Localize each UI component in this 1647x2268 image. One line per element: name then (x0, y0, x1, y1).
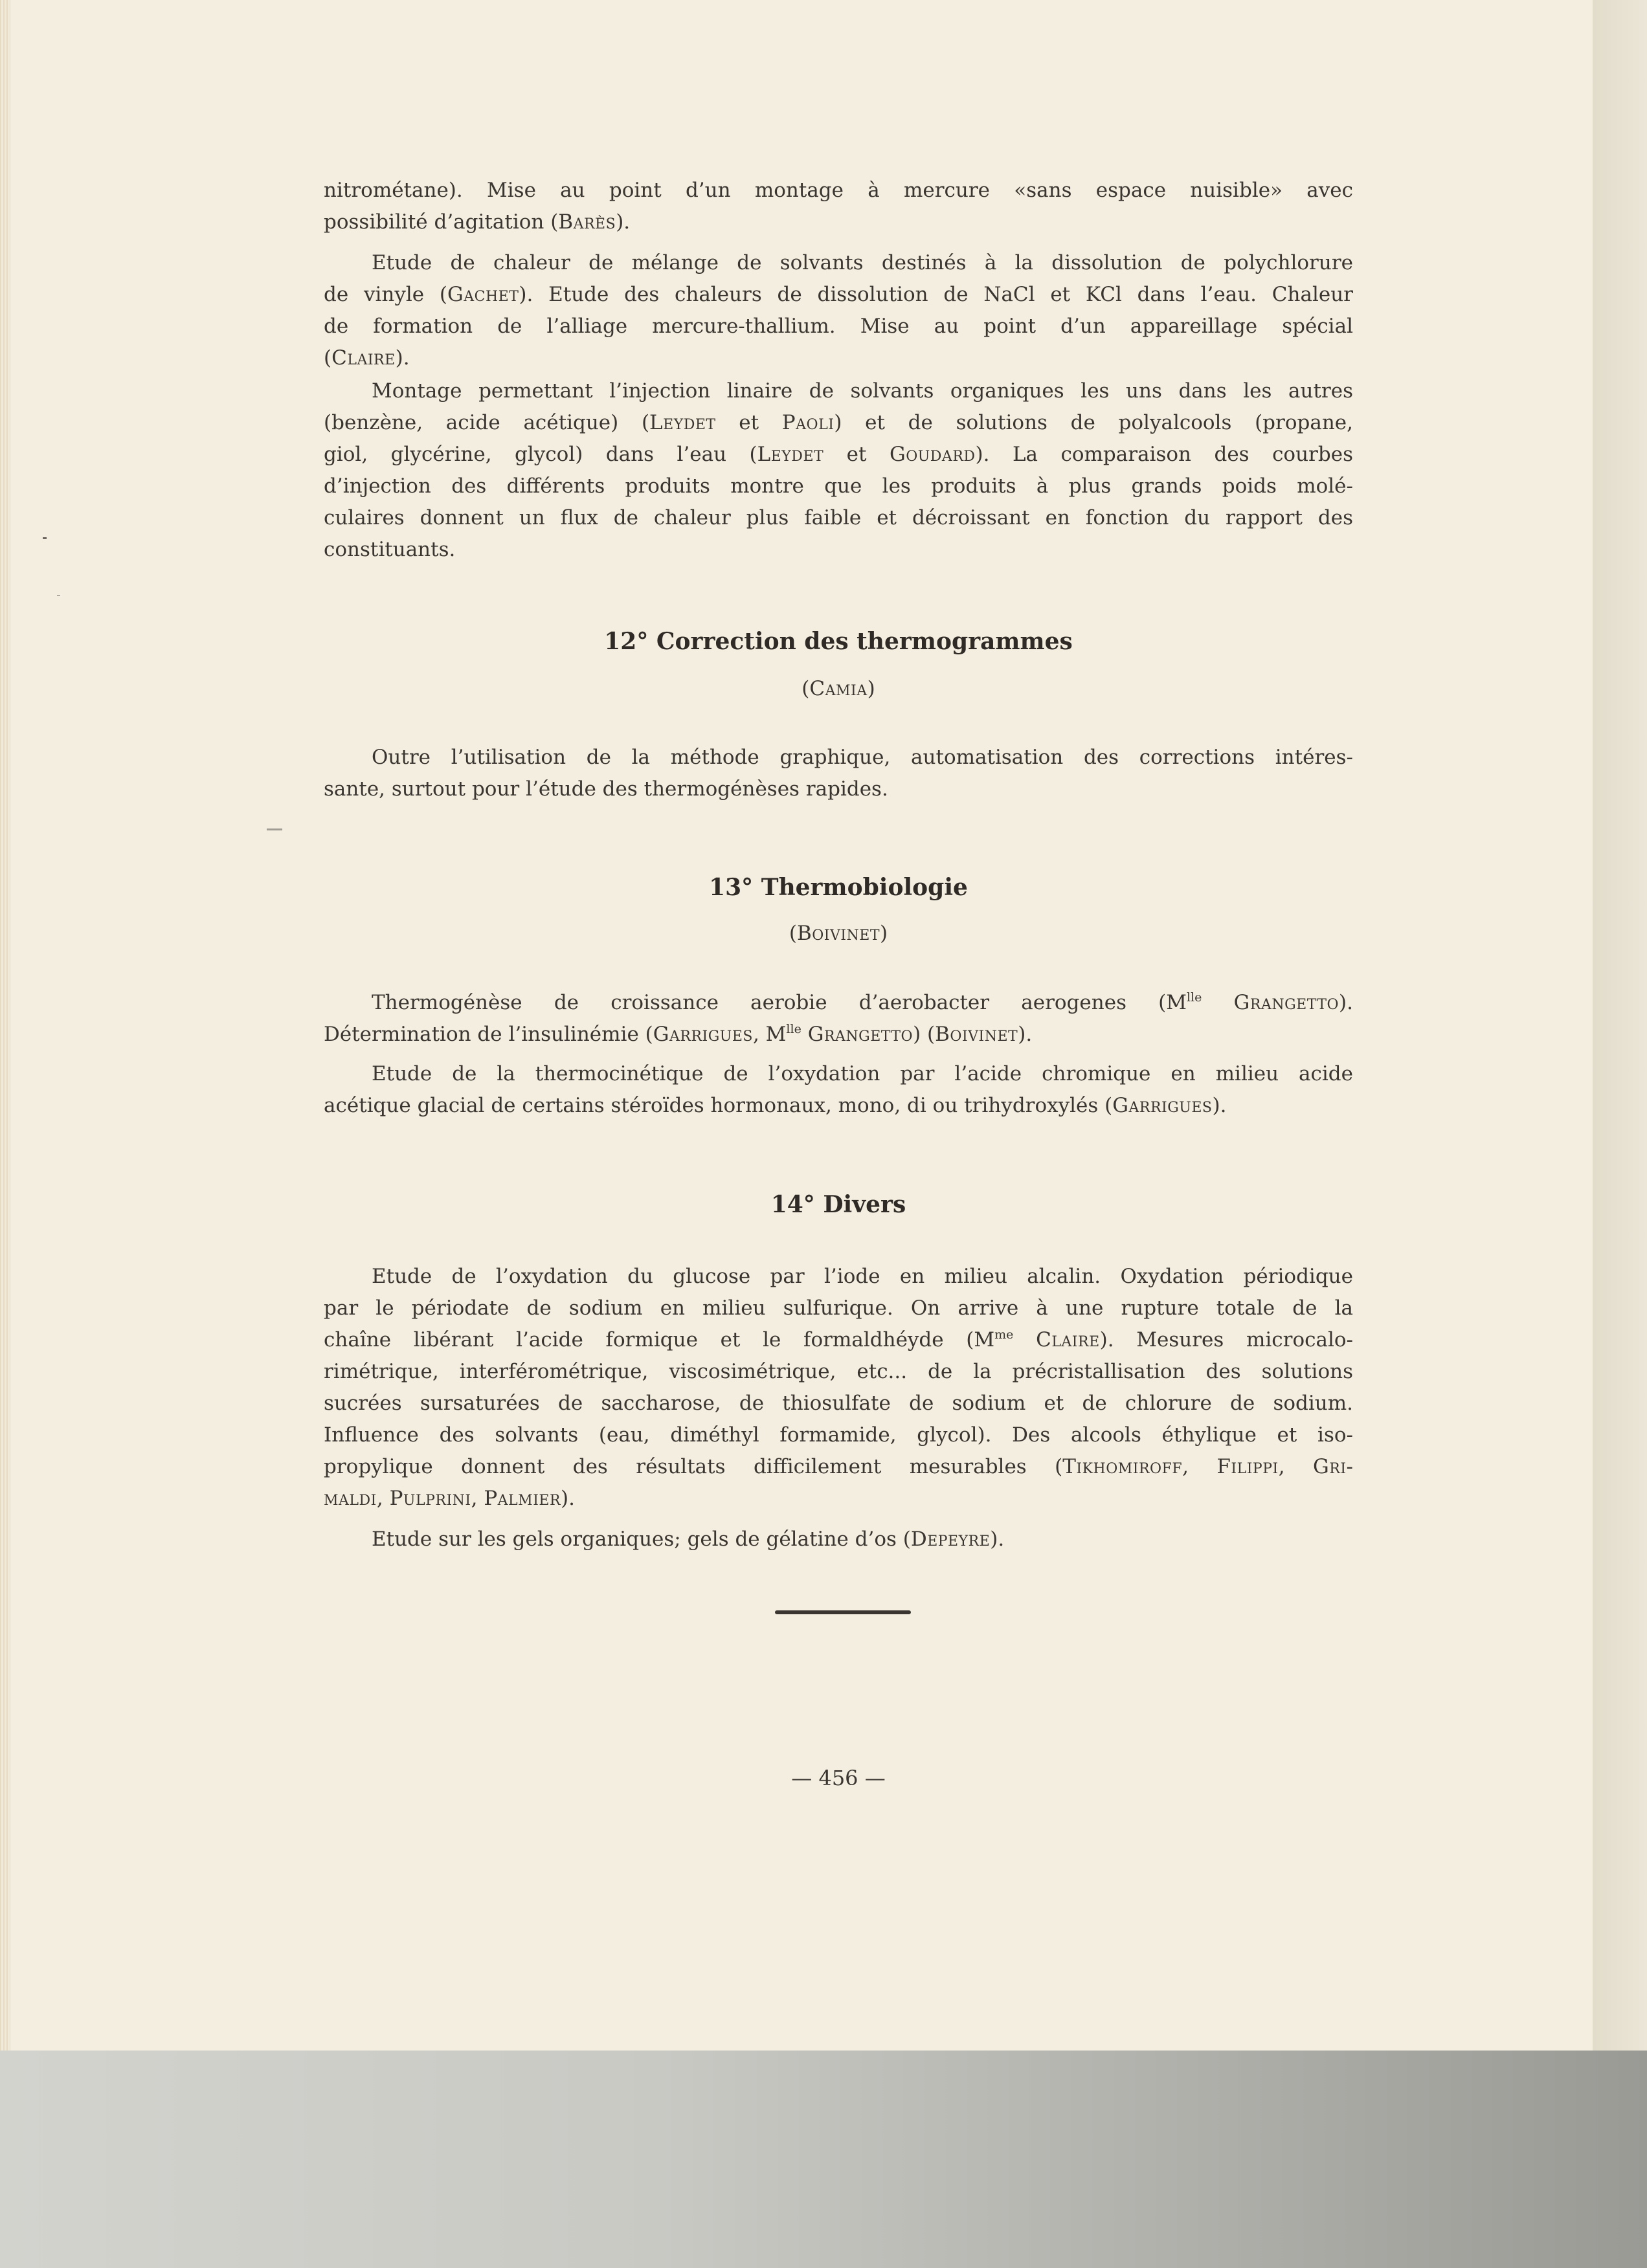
author-name: Palmier (484, 1487, 561, 1510)
author-name: Leydet (757, 443, 824, 466)
text-line (372, 247, 1353, 279)
section-heading-14: 14° Divers (770, 1191, 906, 1218)
author-name: Goudard (889, 443, 976, 466)
text-run: ). (1212, 1094, 1227, 1117)
text-run: giol, glycérine, glycol) dans l’eau ( (324, 443, 757, 466)
paren-open: ( (801, 677, 810, 700)
section-author-13 (324, 918, 1353, 950)
paren-close: ) (867, 677, 875, 700)
text-run: possibilité d’agitation ( (324, 210, 559, 234)
text-line (324, 1293, 1353, 1324)
text-line (372, 1261, 1353, 1293)
text-run: et (715, 411, 782, 434)
scanner-background (0, 2051, 1647, 2268)
text-run: nitrométane). Mise au point d’un montage à mercure «sans espace nuisible» avec (324, 179, 1353, 202)
author-name: Gri (1313, 1455, 1347, 1478)
paren-close: ) (880, 922, 888, 945)
title-abbrev: lle (786, 1022, 801, 1036)
title-abbrev: me (994, 1328, 1014, 1342)
text-run: par le périodate de sodium en milieu sulfurique. On arrive à une rupture totale de la (324, 1296, 1353, 1320)
author-name: Boivinet (796, 922, 880, 945)
text-line (324, 1356, 1353, 1388)
text-line (324, 439, 1353, 471)
text-run: ( (324, 346, 332, 370)
author-name: Camia (809, 677, 868, 700)
author-name: Grangetto (1233, 991, 1339, 1014)
text-line (324, 407, 1353, 439)
text-line (324, 1483, 1353, 1515)
text-line (324, 1451, 1353, 1483)
section-heading-12: 12° Correction des thermogrammes (604, 628, 1073, 655)
text-line (324, 1090, 1353, 1122)
text-line (324, 342, 1353, 374)
text-run: ). Etude des chaleurs de dissolution de NaCl et KCl dans l’eau. Chaleur (519, 283, 1353, 306)
paper-speck (267, 828, 282, 830)
author-name: Boivinet (935, 1023, 1018, 1046)
paper-speck (57, 595, 60, 596)
text-run: ). Mesures microcalo- (1099, 1328, 1354, 1351)
section-heading-13: 13° Thermobiologie (709, 874, 968, 901)
text-line (324, 175, 1353, 206)
author-name: Barès (558, 210, 616, 234)
text-run: ). (1018, 1023, 1033, 1046)
page-number: — 456 — (791, 1766, 886, 1790)
text-run: propylique donnent des résultats difficilement mesurables ( (324, 1455, 1063, 1478)
text-line (324, 1019, 1353, 1051)
text-run: (benzène, acide acétique) ( (324, 411, 650, 434)
text-run: ) ( (913, 1023, 936, 1046)
author-name: Pulprini (389, 1487, 471, 1510)
author-name: Grangetto (807, 1023, 913, 1046)
text-run: ). (395, 346, 410, 370)
section-author-12 (324, 673, 1353, 705)
text-run: de vinyle ( (324, 283, 447, 306)
text-run: et (824, 443, 890, 466)
author-name: Gachet (447, 283, 519, 306)
text-run: acétique glacial de certains stéroïdes hormonaux, mono, di ou trihydroxylés ( (324, 1094, 1113, 1117)
text-run: culaires donnent un flux de chaleur plus faible et décroissant en fonction du rapport des (324, 506, 1353, 529)
text-run: Montage permettant l’injection linaire de solvants organiques les uns dans les autres (372, 379, 1353, 403)
text-line (324, 471, 1353, 502)
text-run: rimétrique, interférométrique, viscosimétrique, etc... de la précristallisation des solutions (324, 1360, 1353, 1383)
author-name: Paoli (781, 411, 835, 434)
text-line (324, 773, 1353, 805)
text-run: , (471, 1487, 484, 1510)
text-line (324, 534, 1353, 566)
text-run: , (376, 1487, 390, 1510)
text-line (372, 1524, 1353, 1555)
next-page-edge (1593, 0, 1647, 2051)
text-run: de formation de l’alliage mercure-thallium. Mise au point d’un appareillage spécial (324, 315, 1353, 338)
text-run: Thermogénèse de croissance aerobie d’aerobacter aerogenes (M (372, 991, 1187, 1014)
text-run: d’injection des différents produits montre que les produits à plus grands poids molé- (324, 474, 1353, 498)
text-run: chaîne libérant l’acide formique et le formaldhéyde (M (324, 1328, 995, 1351)
text-line (372, 987, 1353, 1019)
text-line (324, 502, 1353, 534)
text-run (1013, 1328, 1036, 1351)
text-line (324, 279, 1353, 311)
text-run: , M (752, 1023, 787, 1046)
text-run (1202, 991, 1233, 1014)
paper-speck (43, 537, 47, 539)
text-line (324, 311, 1353, 342)
text-run: ). (561, 1487, 575, 1510)
text-run: - (1346, 1455, 1354, 1478)
author-name: Claire (331, 346, 396, 370)
author-name: maldi (324, 1487, 377, 1510)
text-run: Influence des solvants (eau, diméthyl formamide, glycol). Des alcools éthylique et iso- (324, 1423, 1353, 1447)
text-line (372, 742, 1353, 773)
text-run: Etude de chaleur de mélange de solvants destinés à la dissolution de polychlorure (372, 251, 1353, 274)
text-run: , (1278, 1455, 1313, 1478)
text-line (324, 1324, 1353, 1356)
author-name: Leydet (649, 411, 716, 434)
author-name: Claire (1036, 1328, 1100, 1351)
text-run: ). (990, 1528, 1005, 1551)
text-line (324, 1419, 1353, 1451)
page-stack-edge (0, 0, 10, 2051)
author-name: Filippi (1216, 1455, 1279, 1478)
author-name: Garrigues (653, 1023, 753, 1046)
text-run: ). (616, 210, 631, 234)
text-line (372, 375, 1353, 407)
text-run: constituants. (324, 538, 456, 561)
title-abbrev: lle (1187, 990, 1202, 1005)
text-line (324, 206, 1353, 238)
text-run: , (1182, 1455, 1217, 1478)
text-run: ) et de solutions de polyalcools (propane, (834, 411, 1353, 434)
text-line (372, 1058, 1353, 1090)
author-name: Garrigues (1112, 1094, 1213, 1117)
text-run: Outre l’utilisation de la méthode graphique, automatisation des corrections intéres- (372, 746, 1353, 769)
text-run: Etude sur les gels organiques; gels de gélatine d’os ( (372, 1528, 911, 1551)
author-name: Depeyre (910, 1528, 991, 1551)
text-run: Etude de l’oxydation du glucose par l’iode en milieu alcalin. Oxydation périodique (372, 1265, 1353, 1288)
text-run: ). (1339, 991, 1353, 1014)
text-run: sucrées sursaturées de saccharose, de thiosulfate de sodium et de chlorure de sodium. (324, 1392, 1353, 1415)
text-run: sante, surtout pour l’étude des thermogénèses rapides. (324, 777, 888, 801)
paren-open: ( (789, 922, 797, 945)
author-name: Tikhomiroff (1062, 1455, 1183, 1478)
text-run: Détermination de l’insulinémie ( (324, 1023, 653, 1046)
text-run (801, 1023, 808, 1046)
text-run: ). La comparaison des courbes (975, 443, 1353, 466)
text-run: Etude de la thermocinétique de l’oxydation par l’acide chromique en milieu acide (372, 1062, 1353, 1085)
text-line (324, 1388, 1353, 1419)
end-rule (775, 1610, 911, 1614)
